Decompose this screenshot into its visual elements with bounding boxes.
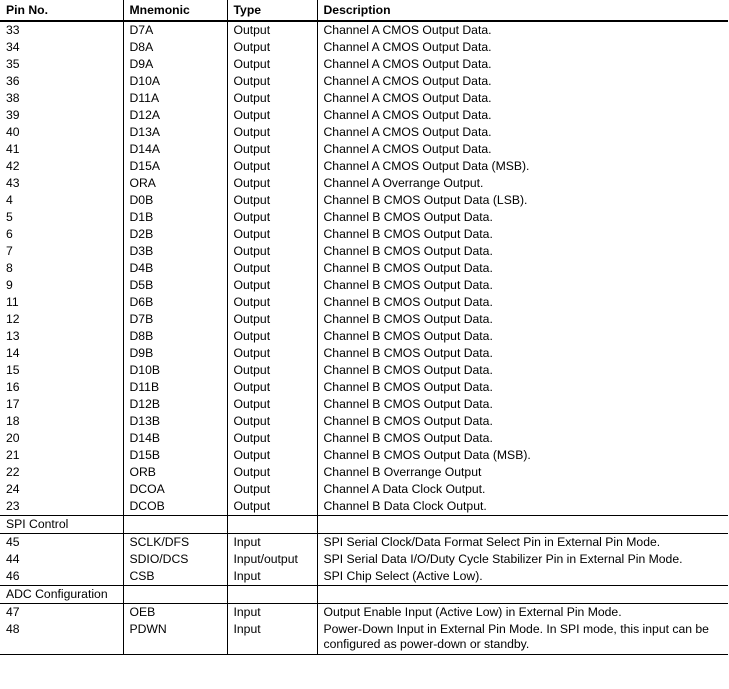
description-cell: Channel A CMOS Output Data.: [323, 142, 492, 156]
description-cell: Channel B CMOS Output Data.: [323, 244, 493, 258]
pin-no-cell: 13: [0, 328, 123, 345]
section-label: ADC Configuration: [0, 586, 123, 604]
mnemonic-cell: D15A: [123, 158, 227, 175]
mnemonic-cell: D10A: [123, 73, 227, 90]
type-cell: Output: [227, 243, 317, 260]
pin-no-cell: 33: [0, 21, 123, 39]
section-empty-cell: [227, 516, 317, 534]
header-type: Type: [227, 0, 317, 21]
description-cell: Channel A CMOS Output Data.: [323, 74, 492, 88]
type-cell: Output: [227, 21, 317, 39]
section-label: SPI Control: [0, 516, 123, 534]
type-cell: Output: [227, 141, 317, 158]
type-cell: Output: [227, 328, 317, 345]
mnemonic-cell: D0B: [123, 192, 227, 209]
mnemonic-cell: D13B: [123, 413, 227, 430]
pin-no-cell: 17: [0, 396, 123, 413]
pin-no-cell: 15: [0, 362, 123, 379]
description-cell: Channel A CMOS Output Data.: [323, 91, 492, 105]
table-body: [0, 21, 728, 655]
type-cell: Output: [227, 379, 317, 396]
mnemonic-cell: CSB: [123, 568, 227, 586]
description-cell: Channel B CMOS Output Data.: [323, 380, 493, 394]
description-cell: Channel B CMOS Output Data.: [323, 261, 493, 275]
type-cell: Output: [227, 209, 317, 226]
description-cell: Channel A CMOS Output Data.: [323, 125, 492, 139]
mnemonic-cell: D6B: [123, 294, 227, 311]
type-cell: Input/output: [227, 551, 317, 568]
mnemonic-cell: SDIO/DCS: [123, 551, 227, 568]
type-cell: Output: [227, 464, 317, 481]
mnemonic-cell: D10B: [123, 362, 227, 379]
type-cell: Input: [227, 534, 317, 552]
description-cell: Channel B CMOS Output Data.: [323, 329, 493, 343]
description-cell: SPI Chip Select (Active Low).: [323, 569, 483, 583]
mnemonic-cell: OEB: [123, 604, 227, 622]
table-row: [0, 277, 728, 294]
pin-no-cell: 45: [0, 534, 123, 552]
table-row: [0, 192, 728, 209]
type-cell: Output: [227, 345, 317, 362]
pin-no-cell: 35: [0, 56, 123, 73]
mnemonic-cell: D4B: [123, 260, 227, 277]
type-cell: Output: [227, 294, 317, 311]
type-cell: Output: [227, 175, 317, 192]
table-row: [0, 73, 728, 90]
pin-no-cell: 43: [0, 175, 123, 192]
mnemonic-cell: D7A: [123, 21, 227, 39]
type-cell: Output: [227, 56, 317, 73]
mnemonic-cell: SCLK/DFS: [123, 534, 227, 552]
pin-no-cell: 21: [0, 447, 123, 464]
table-row: [0, 604, 728, 622]
mnemonic-cell: D5B: [123, 277, 227, 294]
pin-no-cell: 41: [0, 141, 123, 158]
table-row: [0, 447, 728, 464]
table-row: [0, 175, 728, 192]
description-cell: Channel B CMOS Output Data.: [323, 414, 493, 428]
type-cell: Output: [227, 413, 317, 430]
description-cell: Channel A CMOS Output Data.: [323, 108, 492, 122]
description-cell: Channel B CMOS Output Data.: [323, 295, 493, 309]
description-cell: Channel B CMOS Output Data.: [323, 431, 493, 445]
table-row: [0, 379, 728, 396]
table-row: [0, 551, 728, 568]
mnemonic-cell: D14B: [123, 430, 227, 447]
table-row: [0, 124, 728, 141]
description-cell: Channel B CMOS Output Data.: [323, 397, 493, 411]
description-cell: Channel B CMOS Output Data.: [323, 227, 493, 241]
pin-no-cell: 40: [0, 124, 123, 141]
mnemonic-cell: D8B: [123, 328, 227, 345]
table-row: [0, 226, 728, 243]
header-description: Description: [317, 0, 728, 21]
pin-no-cell: 42: [0, 158, 123, 175]
table-header-row: [0, 0, 728, 21]
table-row: [0, 621, 728, 655]
table-row: [0, 56, 728, 73]
pin-no-cell: 39: [0, 107, 123, 124]
type-cell: Output: [227, 73, 317, 90]
type-cell: Output: [227, 192, 317, 209]
pin-no-cell: 47: [0, 604, 123, 622]
table-row: [0, 107, 728, 124]
pin-no-cell: 12: [0, 311, 123, 328]
pin-no-cell: 6: [0, 226, 123, 243]
table-row: [0, 90, 728, 107]
description-cell: Output Enable Input (Active Low) in External Pin Mode.: [323, 605, 622, 619]
section-empty-cell: [123, 586, 227, 604]
pin-no-cell: 11: [0, 294, 123, 311]
description-cell: SPI Serial Data I/O/Duty Cycle Stabilizer Pin in External Pin Mode.: [323, 552, 683, 566]
pin-no-cell: 4: [0, 192, 123, 209]
mnemonic-cell: D7B: [123, 311, 227, 328]
table-row: [0, 39, 728, 56]
type-cell: Output: [227, 39, 317, 56]
description-cell: Channel A CMOS Output Data (MSB).: [323, 159, 530, 173]
description-cell: Channel A Overrange Output.: [323, 176, 484, 190]
type-cell: Output: [227, 447, 317, 464]
table-row: [0, 534, 728, 552]
table-row: [0, 362, 728, 379]
mnemonic-cell: PDWN: [123, 621, 227, 655]
mnemonic-cell: D13A: [123, 124, 227, 141]
mnemonic-cell: ORA: [123, 175, 227, 192]
description-cell: Channel B CMOS Output Data.: [323, 312, 493, 326]
type-cell: Output: [227, 124, 317, 141]
type-cell: Output: [227, 311, 317, 328]
table-row: [0, 568, 728, 586]
header-mnemonic: Mnemonic: [123, 0, 227, 21]
table-row: [0, 481, 728, 498]
table-row: [0, 243, 728, 260]
table-row: [0, 311, 728, 328]
mnemonic-cell: D15B: [123, 447, 227, 464]
table-row: [0, 158, 728, 175]
table-row: [0, 498, 728, 516]
description-cell: SPI Serial Clock/Data Format Select Pin in External Pin Mode.: [323, 535, 661, 549]
pin-no-cell: 23: [0, 498, 123, 516]
table-row: [0, 141, 728, 158]
description-cell: Power-Down Input in External Pin Mode. In SPI mode, this input can be configured as power-down or standby.: [323, 622, 709, 651]
mnemonic-cell: D11A: [123, 90, 227, 107]
section-empty-cell: [227, 586, 317, 604]
description-cell: Channel B CMOS Output Data (MSB).: [323, 448, 531, 462]
type-cell: Output: [227, 481, 317, 498]
pin-no-cell: 34: [0, 39, 123, 56]
mnemonic-cell: D3B: [123, 243, 227, 260]
table-row: [0, 294, 728, 311]
pin-no-cell: 20: [0, 430, 123, 447]
mnemonic-cell: D9A: [123, 56, 227, 73]
description-cell: Channel B Data Clock Output.: [323, 499, 487, 513]
pin-no-cell: 38: [0, 90, 123, 107]
pin-no-cell: 36: [0, 73, 123, 90]
mnemonic-cell: D11B: [123, 379, 227, 396]
mnemonic-cell: D14A: [123, 141, 227, 158]
type-cell: Input: [227, 621, 317, 655]
description-cell: Channel B CMOS Output Data.: [323, 363, 493, 377]
description-cell: Channel B CMOS Output Data (LSB).: [323, 193, 528, 207]
pin-no-cell: 14: [0, 345, 123, 362]
table-row: [0, 328, 728, 345]
pin-no-cell: 18: [0, 413, 123, 430]
type-cell: Output: [227, 226, 317, 243]
type-cell: Output: [227, 260, 317, 277]
description-cell: Channel B CMOS Output Data.: [323, 210, 493, 224]
mnemonic-cell: ORB: [123, 464, 227, 481]
type-cell: Output: [227, 396, 317, 413]
table-row: [0, 464, 728, 481]
pin-no-cell: 46: [0, 568, 123, 586]
type-cell: Output: [227, 277, 317, 294]
pin-no-cell: 48: [0, 621, 123, 655]
mnemonic-cell: D12B: [123, 396, 227, 413]
mnemonic-cell: D9B: [123, 345, 227, 362]
type-cell: Output: [227, 90, 317, 107]
section-empty-cell: [317, 516, 728, 534]
mnemonic-cell: DCOB: [123, 498, 227, 516]
pin-no-cell: 9: [0, 277, 123, 294]
table-row: [0, 430, 728, 447]
table-row: [0, 260, 728, 277]
type-cell: Output: [227, 362, 317, 379]
pin-no-cell: 7: [0, 243, 123, 260]
mnemonic-cell: D8A: [123, 39, 227, 56]
description-cell: Channel B CMOS Output Data.: [323, 346, 493, 360]
type-cell: Input: [227, 604, 317, 622]
type-cell: Output: [227, 158, 317, 175]
mnemonic-cell: D1B: [123, 209, 227, 226]
mnemonic-cell: D12A: [123, 107, 227, 124]
description-cell: Channel A CMOS Output Data.: [323, 40, 492, 54]
section-row: [0, 586, 728, 604]
table-row: [0, 345, 728, 362]
table-row: [0, 413, 728, 430]
table-row: [0, 21, 728, 39]
type-cell: Input: [227, 568, 317, 586]
section-row: [0, 516, 728, 534]
pin-no-cell: 8: [0, 260, 123, 277]
pin-no-cell: 44: [0, 551, 123, 568]
mnemonic-cell: DCOA: [123, 481, 227, 498]
description-cell: Channel A Data Clock Output.: [323, 482, 486, 496]
table-row: [0, 396, 728, 413]
description-cell: Channel A CMOS Output Data.: [323, 23, 492, 37]
type-cell: Output: [227, 107, 317, 124]
description-cell: Channel B Overrange Output: [323, 465, 482, 479]
description-cell: Channel B CMOS Output Data.: [323, 278, 493, 292]
type-cell: Output: [227, 498, 317, 516]
pin-no-cell: 24: [0, 481, 123, 498]
section-empty-cell: [317, 586, 728, 604]
pin-no-cell: 22: [0, 464, 123, 481]
type-cell: Output: [227, 430, 317, 447]
section-empty-cell: [123, 516, 227, 534]
mnemonic-cell: D2B: [123, 226, 227, 243]
table-row: [0, 209, 728, 226]
pin-no-cell: 16: [0, 379, 123, 396]
description-cell: Channel A CMOS Output Data.: [323, 57, 492, 71]
pin-no-cell: 5: [0, 209, 123, 226]
header-pin-no: Pin No.: [0, 0, 123, 21]
